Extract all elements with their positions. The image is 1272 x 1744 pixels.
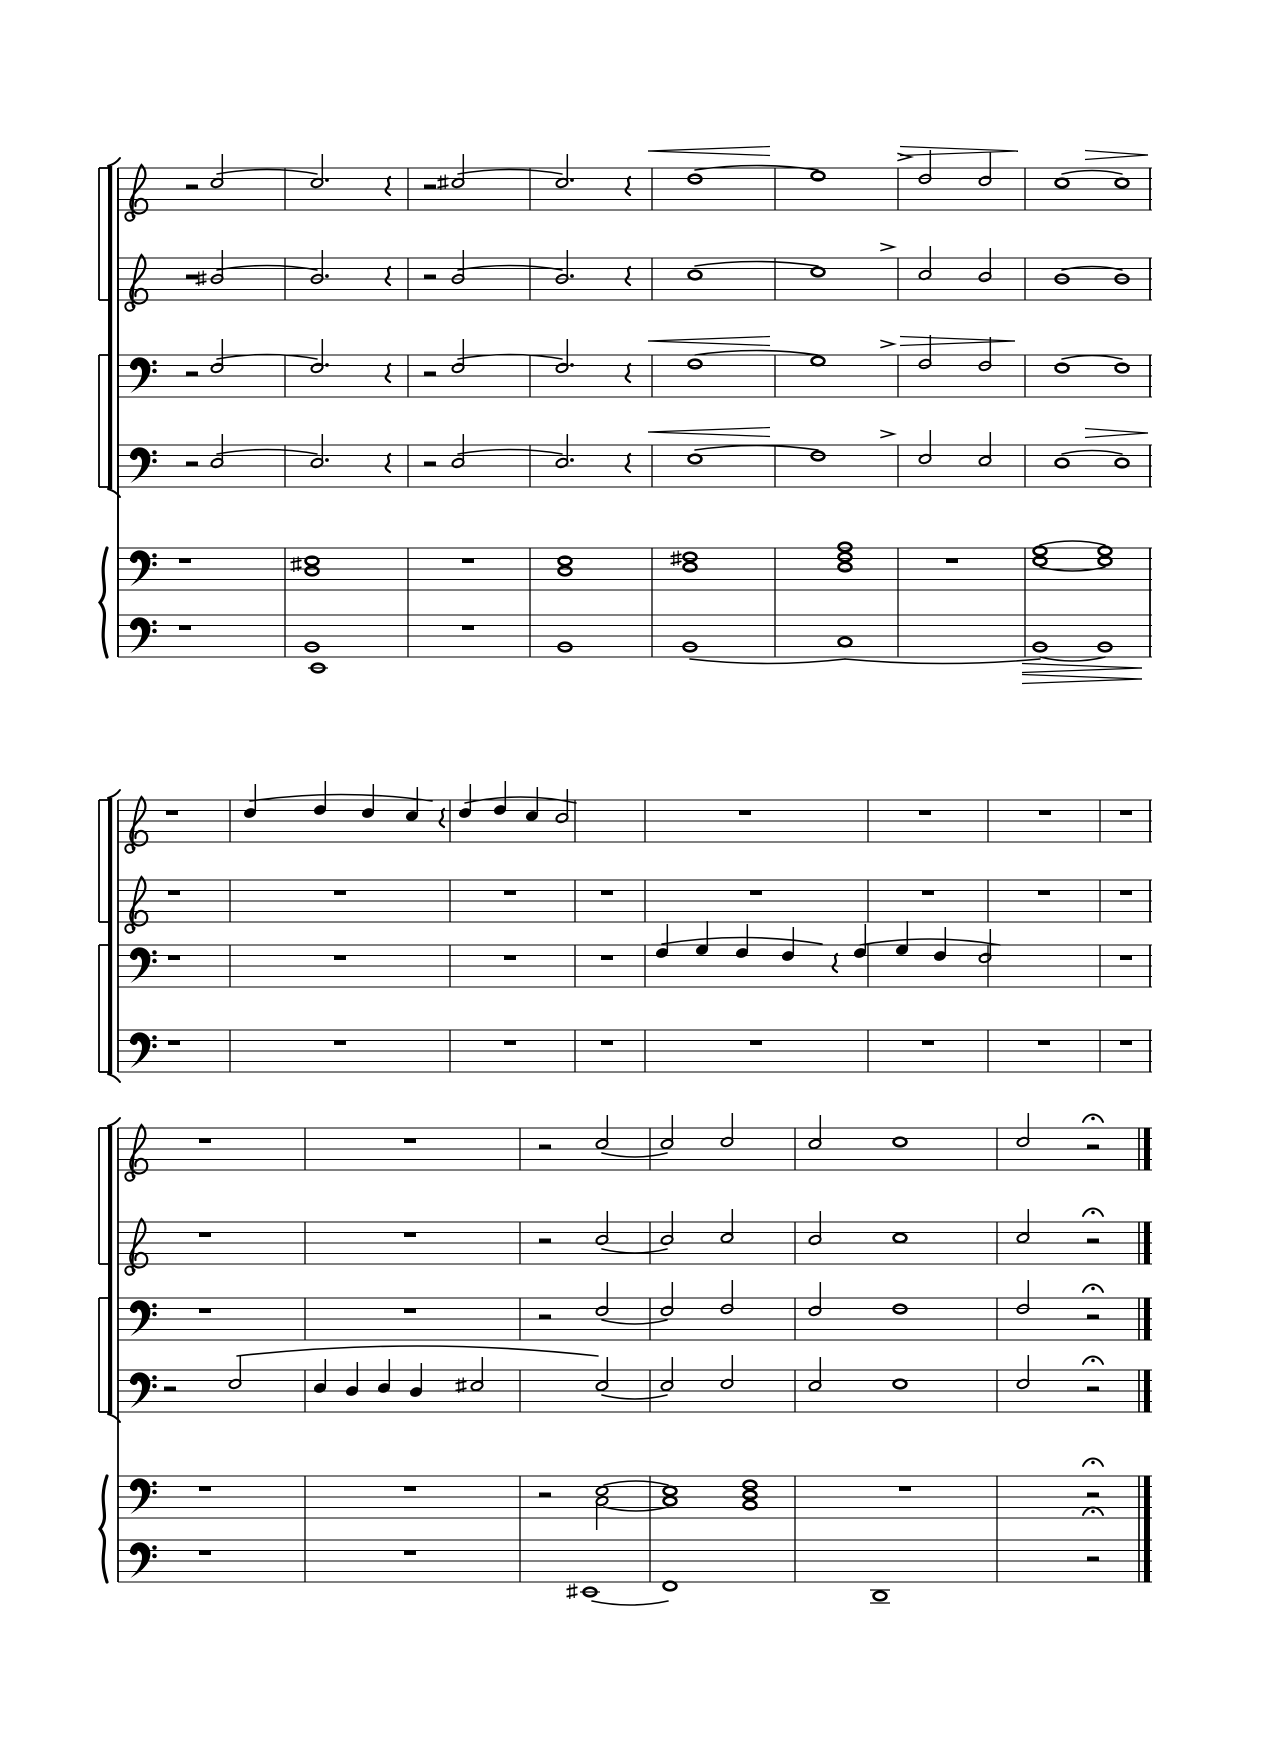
notes-and-marks: [179, 147, 1148, 684]
system-3: [99, 1113, 1152, 1605]
system-1: [99, 147, 1152, 684]
system-2: [99, 781, 1152, 1082]
